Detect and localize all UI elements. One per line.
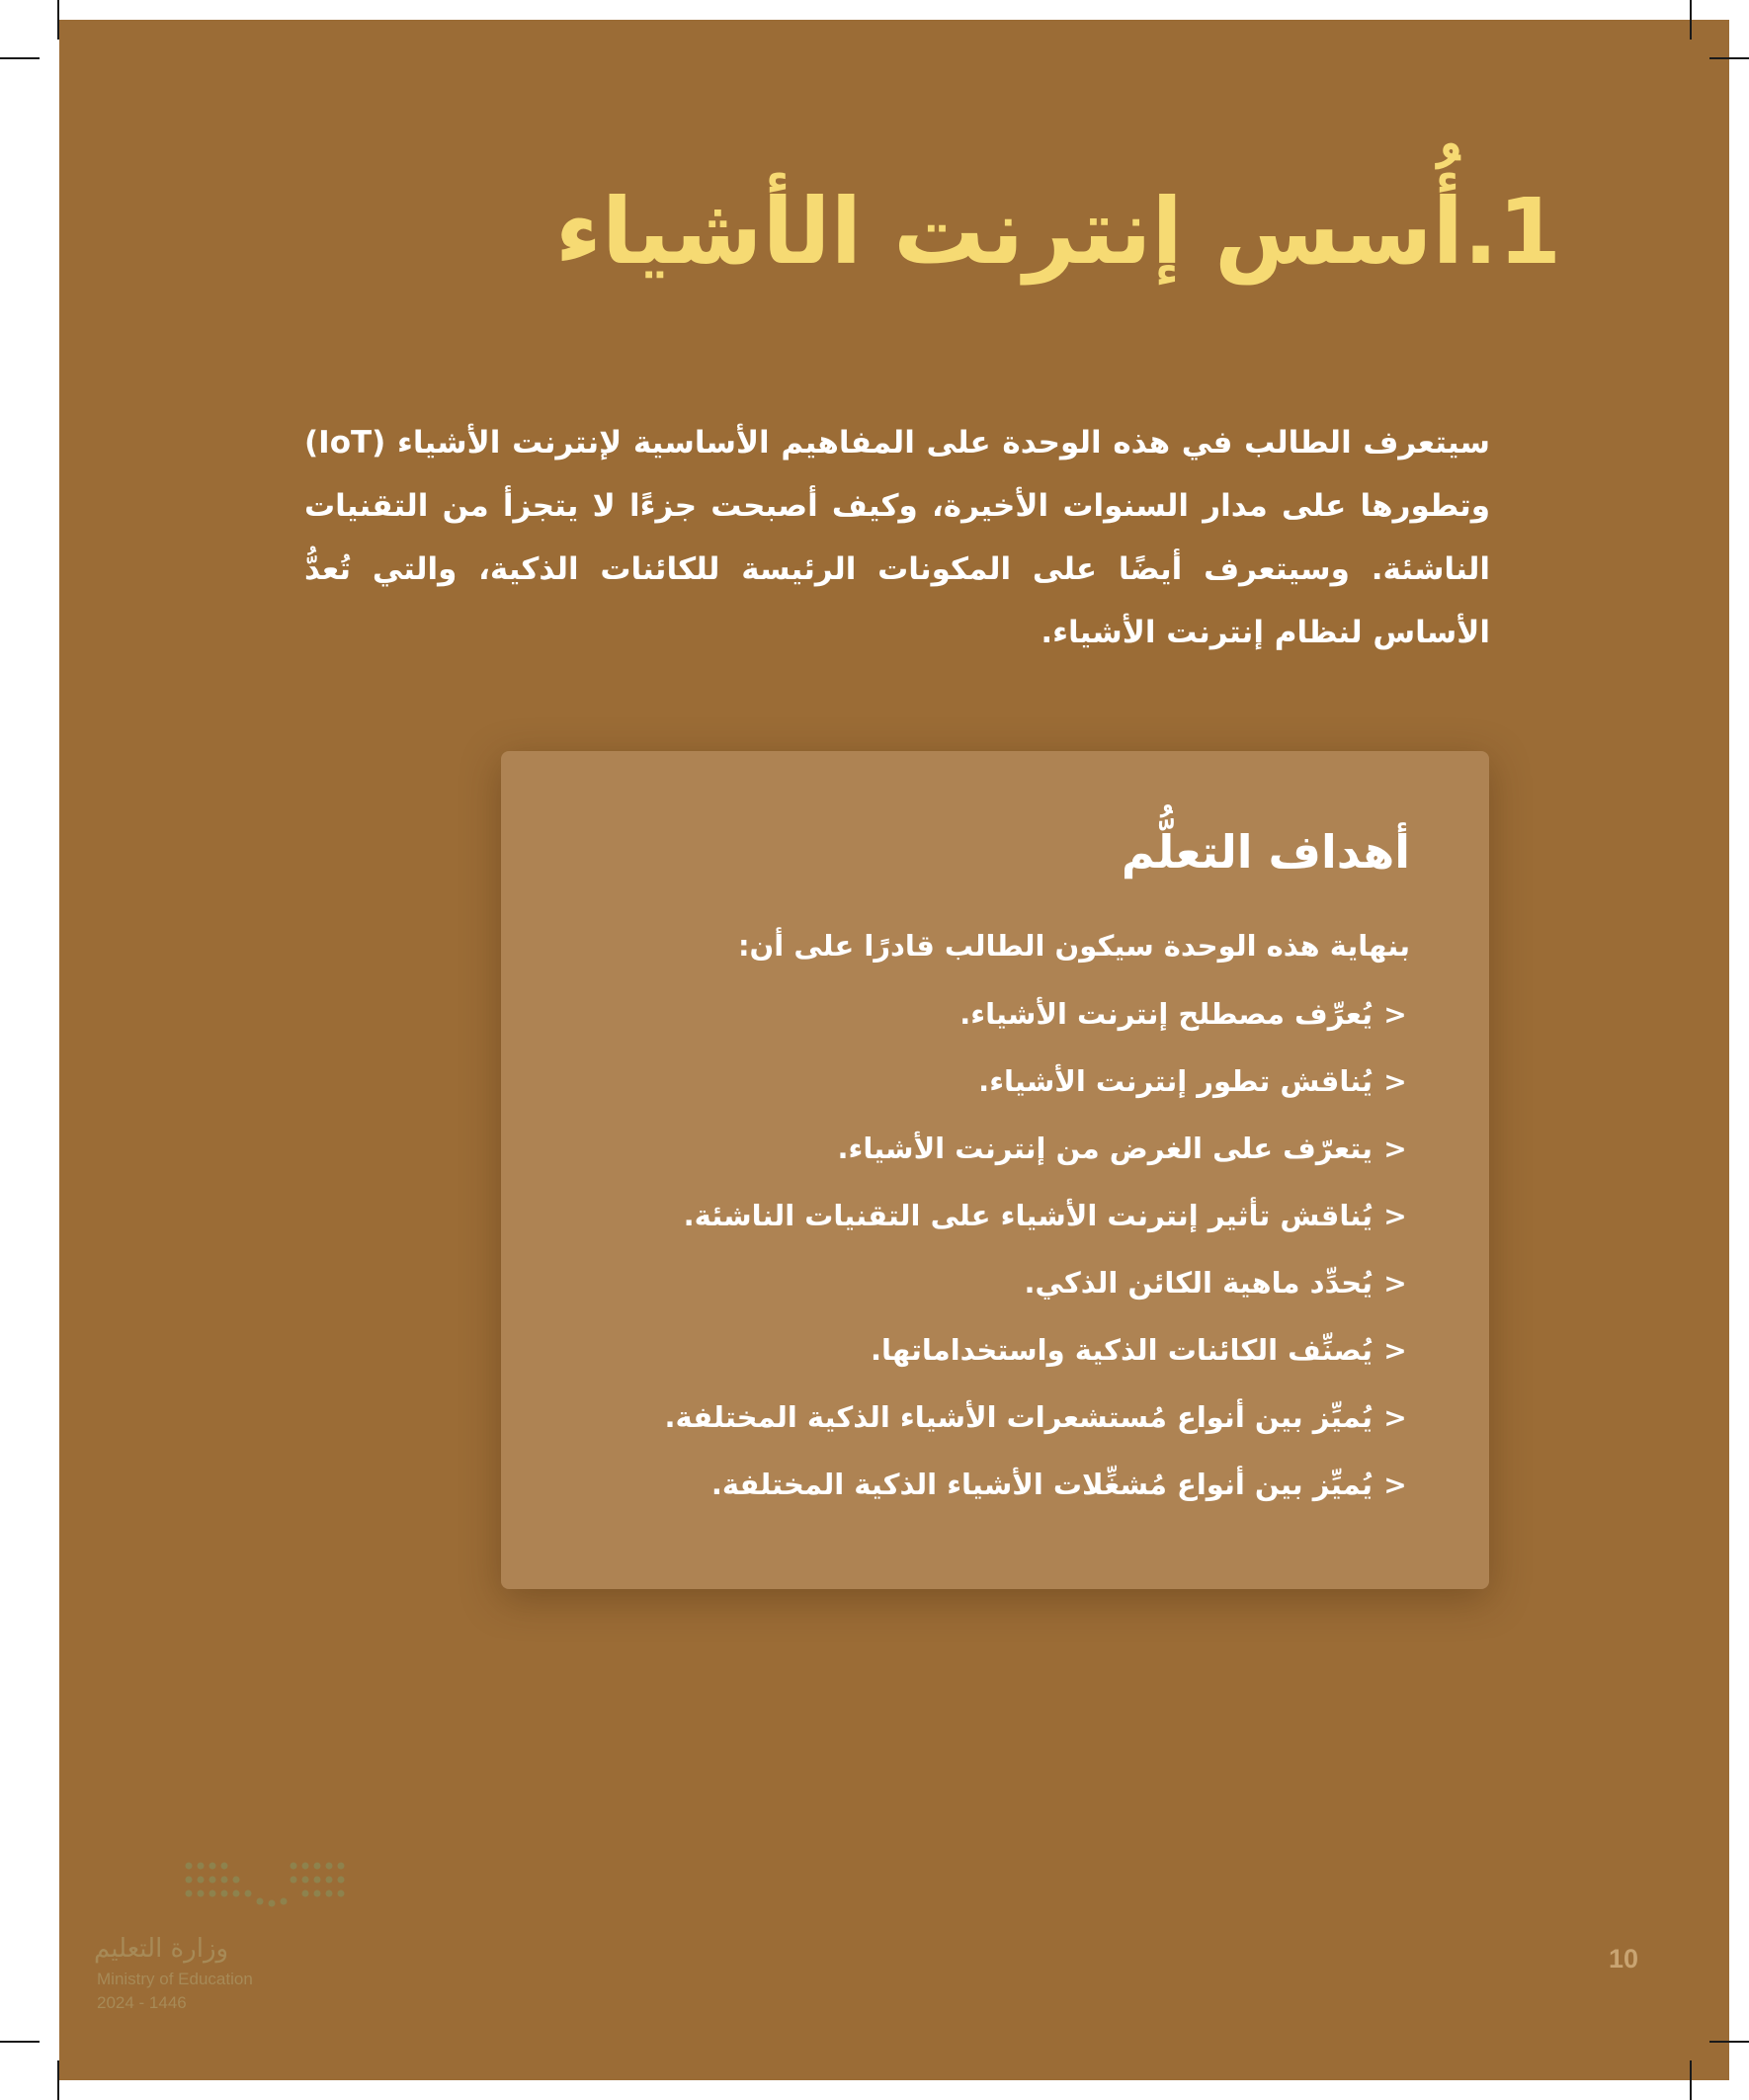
ministry-year: 2024 - 1446 [97, 1993, 187, 2012]
objective-item [580, 1048, 1410, 1115]
objective-item [580, 1249, 1410, 1316]
crop-mark [1690, 0, 1692, 40]
crop-mark [0, 57, 40, 59]
objectives-list [580, 980, 1410, 1518]
objective-item [580, 1451, 1410, 1518]
chevron-left-icon: < [1383, 997, 1407, 1031]
learning-objectives-box [501, 751, 1489, 1589]
ministry-name-arabic: وزارة التعليم [94, 1934, 229, 1964]
chevron-left-icon: < [1383, 1132, 1407, 1165]
chevron-left-icon: < [1383, 1468, 1407, 1501]
objective-text: يُميِّز بين أنواع مُستشعرات الأشياء الذكية المختلفة. [664, 1400, 1373, 1434]
chevron-left-icon: < [1383, 1400, 1407, 1434]
chevron-left-icon: < [1383, 1333, 1407, 1367]
chevron-left-icon: < [1383, 1199, 1407, 1232]
crop-mark [1690, 2060, 1692, 2100]
objective-text: يُناقش تطور إنترنت الأشياء. [978, 1064, 1373, 1098]
objective-item [580, 1182, 1410, 1249]
page-title: 1.أُسس إنترنت الأشياء [554, 179, 1561, 285]
objective-item [580, 1316, 1410, 1384]
objective-text: يتعرّف على الغرض من إنترنت الأشياء. [837, 1132, 1373, 1165]
chevron-left-icon: < [1383, 1064, 1407, 1098]
page-number: 10 [1609, 1944, 1639, 1974]
ministry-name-english: Ministry of Education [97, 1970, 253, 1988]
crop-mark [0, 2041, 40, 2043]
chevron-left-icon: < [1383, 1266, 1407, 1300]
objective-item [580, 980, 1410, 1048]
objective-text: يُميِّز بين أنواع مُشغِّلات الأشياء الذكية المختلفة. [710, 1468, 1373, 1501]
objective-text: يُناقش تأثير إنترنت الأشياء على التقنيات الناشئة. [683, 1199, 1373, 1232]
crop-mark [1709, 57, 1749, 59]
objectives-lead: بنهاية هذه الوحدة سيكون الطالب قادرًا على أن: [737, 929, 1410, 963]
crop-mark [1709, 2041, 1749, 2043]
crop-mark [57, 2060, 59, 2100]
intro-paragraph: سيتعرف الطالب في هذه الوحدة على المفاهيم الأساسية لإنترنت الأشياء (IoT) وتطورها على مدار السنوات الأخيرة، وكيف أصبحت جزءًا لا يتجزأ من التقنيات الناشئة. وسيتعرف أيضًا على المكونات الرئيسة للكائنات الذكية، والتي تُعدُّ الأساس لنظام إنترنت الأشياء. [304, 425, 1490, 650]
objectives-title: أهداف التعلُّم [1121, 825, 1410, 879]
ministry-logo-icon [183, 1858, 361, 1917]
objective-item [580, 1384, 1410, 1451]
ministry-logo [94, 1858, 410, 2036]
objective-text: يُصنِّف الكائنات الذكية واستخداماتها. [870, 1333, 1373, 1367]
crop-mark [57, 0, 59, 40]
objective-text: يُعرِّف مصطلح إنترنت الأشياء. [959, 997, 1373, 1031]
objective-item [580, 1115, 1410, 1182]
objective-text: يُحدِّد ماهية الكائن الذكي. [1024, 1266, 1373, 1300]
